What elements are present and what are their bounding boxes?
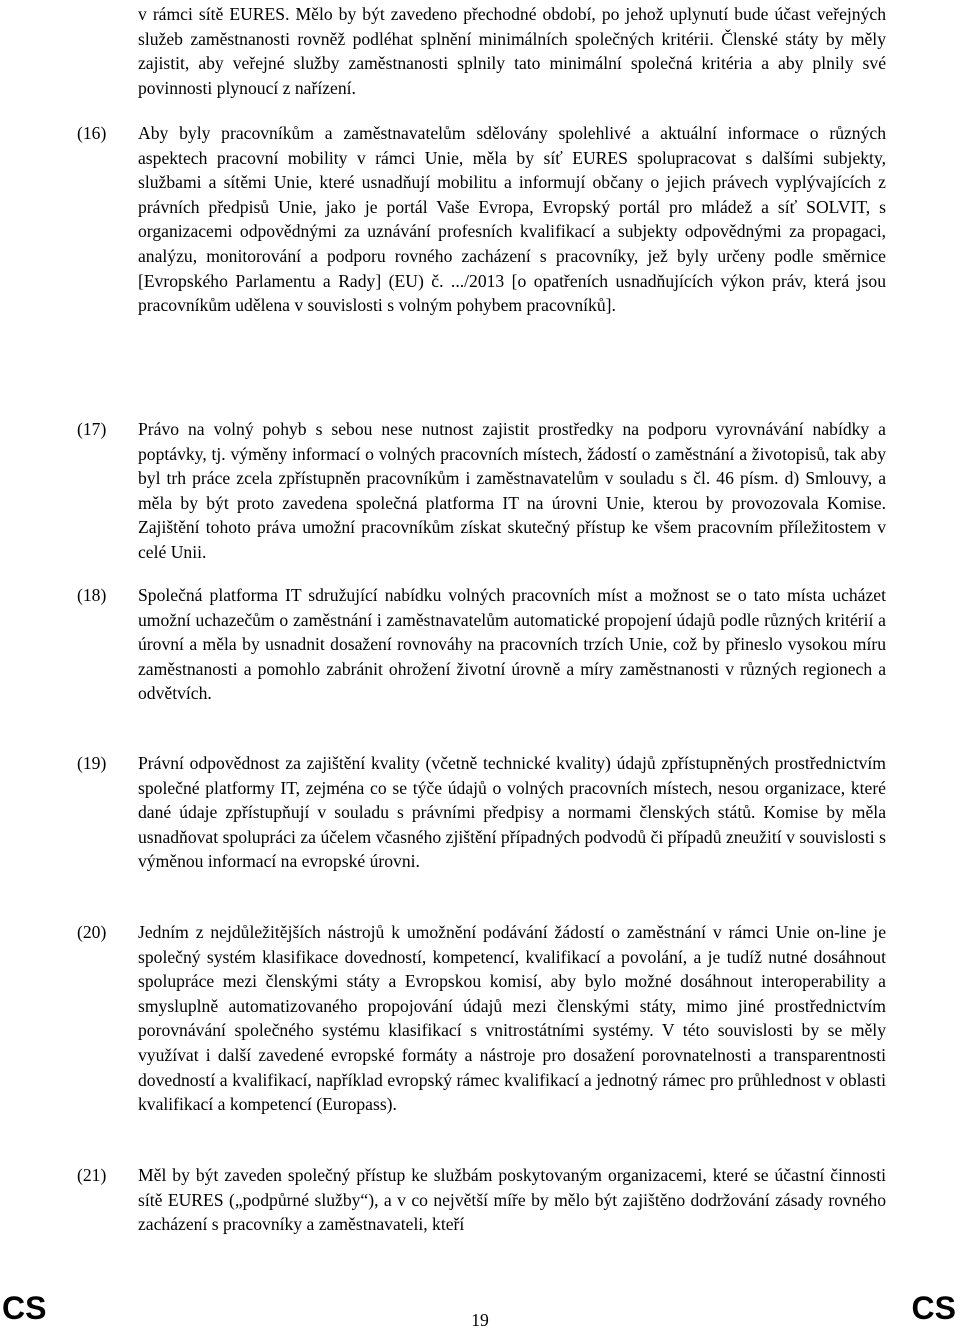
- recital-text: Právní odpovědnost za zajištění kvality (včetně technické kvality) údajů zpřístupněných prostřednictvím společné platformy IT, zejména co se týče údajů o volných pracovních místech, nesou organizace, které dané údaje zpřístupňují v souladu s právními předpisy a normami členských států. Komise by měla usnadňovat spolupráci za účelem včasného zjištění případných podvodů či případů zneužití v souvislosti s výměnou informací na evropské úrovni.: [138, 753, 886, 872]
- recital-text: Právo na volný pohyb s sebou nese nutnost zajistit prostředky na podporu vyrovnávání nabídky a poptávky, tj. výměny informací o volných pracovních místech, žádostí o zaměstnání a životopisů, tak aby byl trh práce zcela zpřístupněn pracovníkům i zaměstnavatelům v souladu s čl. 46 písm. d) Smlouvy, a měla by být proto zavedena společná platforma IT na úrovni Unie, kterou by provozovala Komise. Zajištění tohoto práva umožní pracovníkům získat skutečný přístup ke všem pracovním příležitostem v celé Unii.: [138, 419, 886, 562]
- recital-text: Společná platforma IT sdružující nabídku volných pracovních míst a možnost se o tato místa ucházet umožní uchazečům o zaměstnání i zaměstnavatelům automatické propojení údajů podle různých kritérií a úrovní a měla by usnadnit dosažení rovnováhy na pracovních trzích Unie, což by přineslo vysokou míru zaměstnanosti a pomohlo zabránit ohrožení životní úrovně a míry zaměstnanosti v různých regionech a odvětvích.: [138, 585, 886, 704]
- page-number: 19: [471, 1310, 489, 1330]
- recital-text: Měl by být zaveden společný přístup ke službám poskytovaným organizacemi, které se účastní činnosti sítě EURES („podpůrné služby“), a v co největší míře by mělo být zajištěno dodržování zásady rovného zacházení s pracovníky a zaměstnavateli, kteří: [138, 1165, 886, 1235]
- recital-text: Jedním z nejdůležitějších nástrojů k umožnění podávání žádostí o zaměstnání v rámci Unie on-line je společný systém klasifikace dovedností, kompetencí, kvalifikací a povolání, a je tudíž nutné dosáhnout spolupráce mezi členskými státy a Evropskou komisí, aby bylo možné dosáhnout interoperability a smysluplně automatizovaného propojování údajů mezi členskými státy, mimo jiné prostřednictvím porovnávání společného systému klasifikací s vnitrostátními systémy. V této souvislosti by se měly využívat i další zavedené evropské formáty a nástroje pro dosažení porovnatelnosti a transparentnosti dovedností a kvalifikací, například evropský rámec kvalifikací a jednotný rámec pro průhlednost v oblasti kvalifikací a kompetencí (Europass).: [138, 922, 886, 1115]
- recital-number: (19): [77, 753, 107, 773]
- recital-text: Aby byly pracovníkům a zaměstnavatelům sdělovány spolehlivé a aktuální informace o různých aspektech pracovní mobility v rámci Unie, měla by síť EURES spolupracovat s dalšími subjekty, službami a sítěmi Unie, které usnadňují mobilitu a informují občany o jejich právech vyplývajících z právních předpisů Unie, jako je portál Vaše Evropa, Evropský portál pro mládež a síť SOLVIT, s organizacemi odpovědnými za uznávání profesních kvalifikací a subjekty odpovědnými za propagaci, analýzu, monitorování a podporu rovného zacházení s pracovníky, jež byly určeny podle směrnice [Evropského Parlamentu a Rady] (EU) č. .../2013 [o opatřeních usnadňujících výkon práv, která jsou pracovníkům udělena v souvislosti s volným pohybem pracovníků].: [138, 123, 886, 316]
- footer-language-right: CS: [911, 1290, 956, 1326]
- recital-number: (17): [77, 419, 107, 439]
- footer-language-left: CS: [2, 1290, 47, 1326]
- recital-number: (18): [77, 585, 107, 605]
- recital-number: (20): [77, 922, 107, 942]
- recital-number: (21): [77, 1165, 107, 1185]
- recital-number: (16): [77, 123, 107, 143]
- intro-paragraph: v rámci sítě EURES. Mělo by být zavedeno přechodné období, po jehož uplynutí bude účast veřejných služeb zaměstnanosti rovněž podléhat splnění minimálních společných kritérii. Členské státy by měly zajistit, aby veřejné služby zaměstnanosti splnily tato minimální společná kritéria a aby plnily své povinnosti plynoucí z nařízení.: [138, 4, 886, 98]
